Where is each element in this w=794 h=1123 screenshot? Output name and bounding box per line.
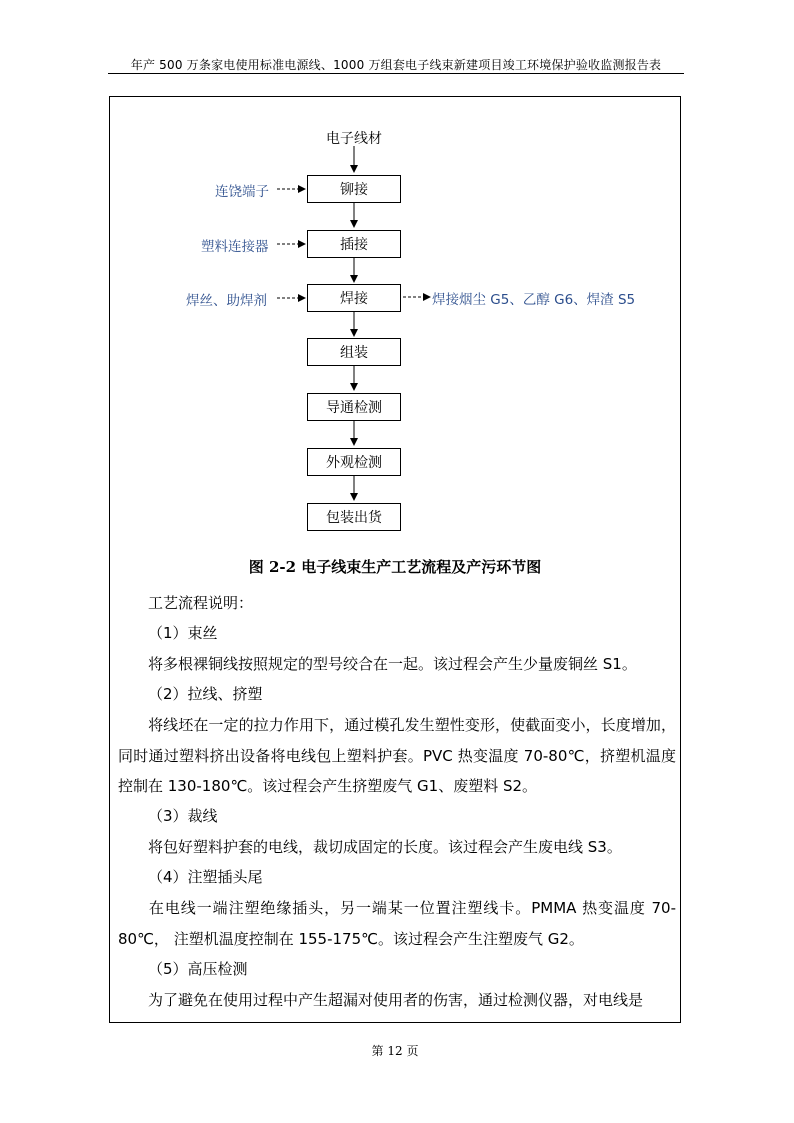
side-output: 焊接烟尘 G5、乙醇 G6、焊渣 S5 <box>432 292 636 308</box>
section-1-title-text: （1）束丝 <box>148 624 218 642</box>
section-1-body <box>118 649 676 680</box>
section-1-title <box>118 618 676 649</box>
section-2-title <box>118 679 676 710</box>
section-5-body-text: 为了避免在使用过程中产生超漏对使用者的伤害，通过检测仪器，对电线是 <box>148 991 644 1009</box>
page-number: 第 12 页 <box>371 1044 419 1058</box>
section-5-title-text: （5）高压检测 <box>148 960 248 978</box>
figure-caption: 图 2-2 电子线束生产工艺流程及产污环节图 <box>248 558 542 576</box>
flow-step-3: 焊接 <box>307 284 401 312</box>
section-2-body-text: 将线坯在一定的拉力作用下，通过模孔发生塑性变形，使截面变小，长度增加，同时通过塑料挤出设备将电线包上塑料护套。PVC 热变温度 70-80℃，挤塑机温度控制在 130-180℃。该过程会产生挤塑废气 G1、废塑料 S2。 <box>118 716 676 795</box>
section-4-title-text: （4）注塑插头尾 <box>148 868 263 886</box>
section-2-title-text: （2）拉线、挤塑 <box>148 685 263 703</box>
side-input-3: 焊丝、助焊剂 <box>186 293 267 309</box>
flow-step-5: 导通检测 <box>307 393 401 421</box>
flow-input-label: 电子线材 <box>326 131 382 147</box>
flow-step-7: 包装出货 <box>307 503 401 531</box>
section-4-body <box>118 893 676 954</box>
flow-step-1: 铆接 <box>307 175 401 203</box>
section-2-body <box>118 710 676 802</box>
section-3-title-text: （3）裁线 <box>148 807 218 825</box>
intro-line <box>118 588 676 619</box>
side-input-1: 连饶端子 <box>215 184 269 200</box>
section-1-body-text: 将多根裸铜线按照规定的型号绞合在一起。该过程会产生少量废铜丝 S1。 <box>148 655 637 673</box>
section-3-body-text: 将包好塑料护套的电线，裁切成固定的长度。该过程会产生废电线 S3。 <box>148 838 622 856</box>
side-input-2: 塑料连接器 <box>201 239 269 255</box>
flow-step-4: 组装 <box>307 338 401 366</box>
section-3-body <box>118 832 676 863</box>
page-header: 年产 500 万条家电使用标准电源线、1000 万组套电子线束新建项目竣工环境保护验收监测报告表 <box>130 58 662 72</box>
section-4-body-text: 在电线一端注塑绝缘插头，另一端某一位置注塑线卡。PMMA 热变温度 70-80℃， 注塑机温度控制在 155-175℃。该过程会产生注塑废气 G2。 <box>118 899 676 948</box>
flow-diagram-arrows <box>0 0 794 560</box>
flow-step-6: 外观检测 <box>307 448 401 476</box>
intro-text: 工艺流程说明： <box>148 594 254 612</box>
section-3-title <box>118 801 676 832</box>
flow-step-2: 插接 <box>307 230 401 258</box>
section-4-title <box>118 862 676 893</box>
section-5-body <box>118 985 676 1016</box>
section-5-title <box>118 954 676 985</box>
